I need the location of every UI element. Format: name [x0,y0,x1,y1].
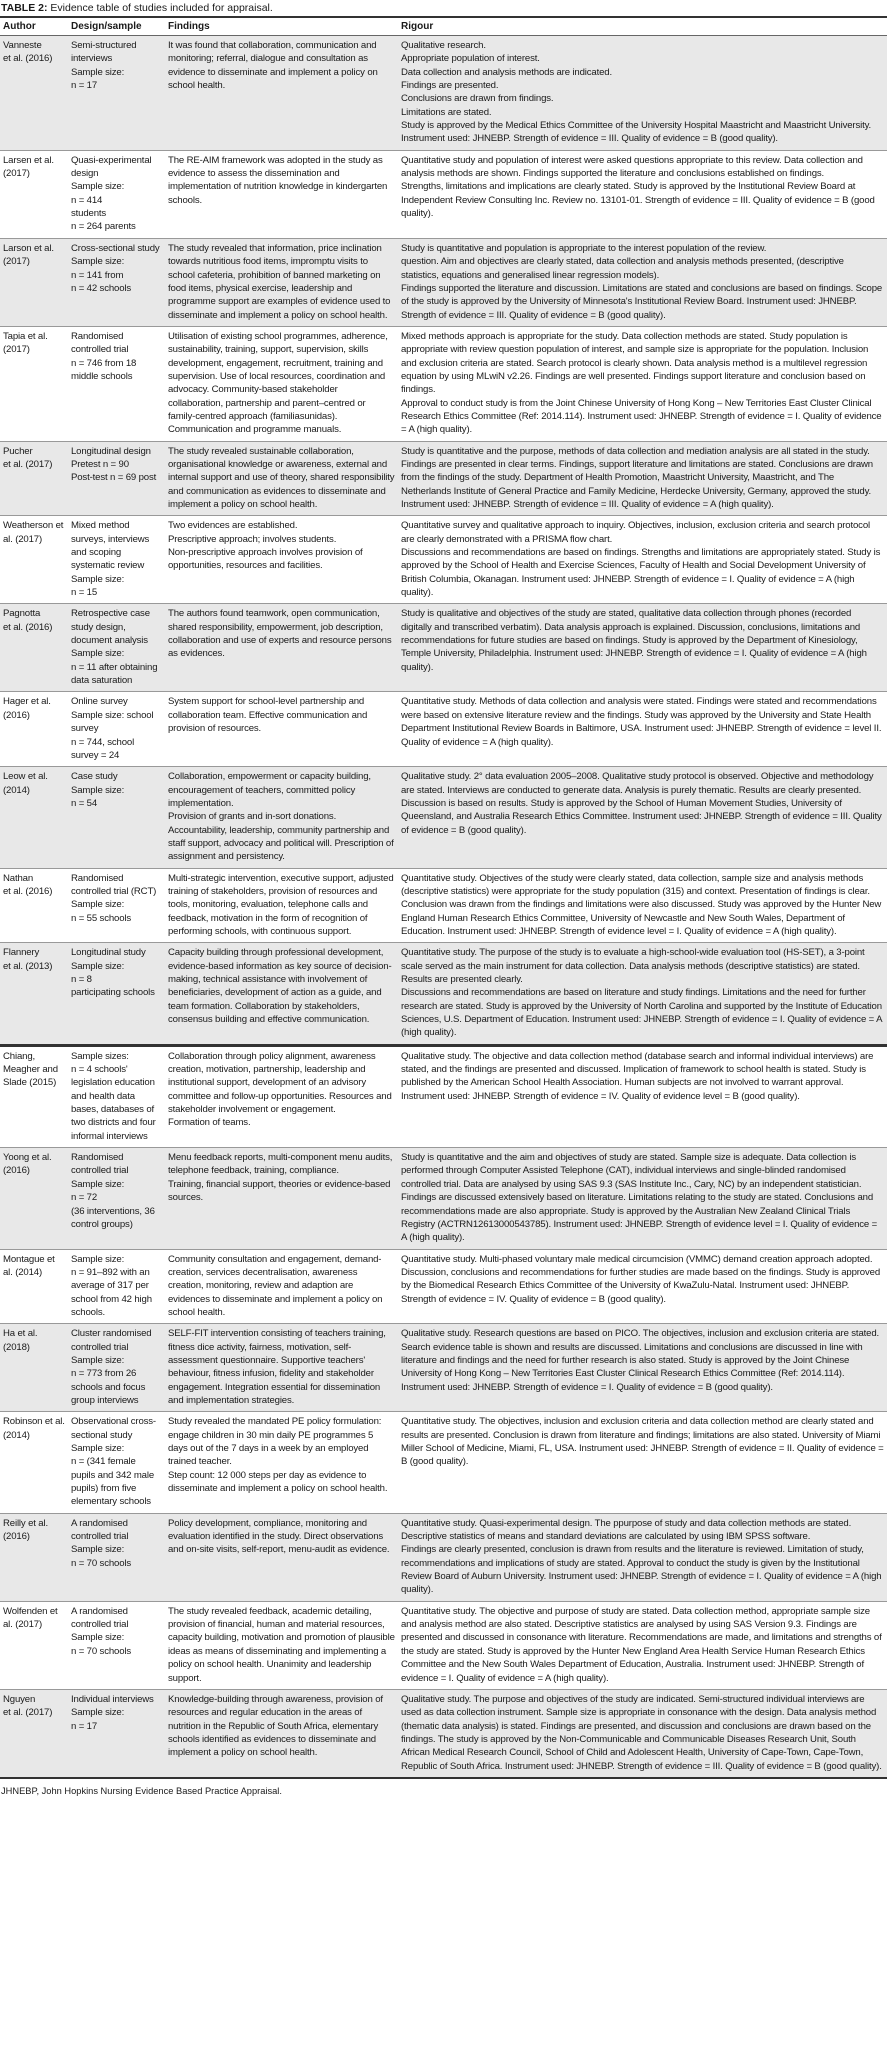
rigour-cell: Study is qualitative and objectives of the study are stated, qualitative data collection through phones (recorded digitally and transcribed verbatim). Data analysis approach is explained. Discussion, conclusions, limitations and recommendations for future studies are based on findings. Study is approved by the Department of Kinesiology, Temple University, Philadelphia. Instrument used: JHNEBP. Strength of evidence = I. Quality of evidence = A (high quality). [398,604,887,692]
findings-cell: System support for school-level partnership and collaboration team. Effective communication and provision of resources. [165,692,398,767]
rigour-cell: Qualitative study. Research questions are based on PICO. The objectives, inclusion and exclusion criteria are stated. Search evidence table is shown and results are discussed. Limitations and conclusions are discussed in line with literature and findings and the need for further research is also stated. Study is approved by the Joint Chinese University of Hong Kong – New Territories East Cluster Clinical Research Ethics Committee (Ref: 2014.114). Instrument used: JHNEBP. Strength of evidence = I. Quality of evidence = B (good quality). [398,1324,887,1412]
author-cell: Tapia et al. (2017) [0,326,68,441]
header-rigour: Rigour [398,17,887,36]
table-row [0,1513,887,1601]
rigour-cell: Mixed methods approach is appropriate for the study. Data collection methods are stated. Study population is appropriate with review question population of interest, and sample size is appropriate for the population. Inclusion and exclusion criteria are stated. Search protocol is clearly shown. Data analysis method is a multilevel regression equation by using MLwiN v2.26. Findings are well presented. Findings support literature and conclusion based on findings. Approval to conduct study is from the Joint Chinese University of Hong Kong – New Territories East Cluster Clinical Research Ethics Committee (Ref: 2014.114). Instrument used: JHNEBP. Strength of evidence = I. Quality of evidence = A (high quality). [398,326,887,441]
findings-cell: The authors found teamwork, open communication, shared responsibility, empowerment, job description, collaboration and use of experts and resource persons as evidences. [165,604,398,692]
table-row [0,1689,887,1778]
design-sample-cell: Cluster randomised controlled trial Sample size: n = 773 from 26 schools and focus group interviews [68,1324,165,1412]
rigour-cell: Quantitative survey and qualitative approach to inquiry. Objectives, inclusion, exclusion criteria and search protocol are clearly demonstrated with a PRISMA flow chart. Discussions and recommendations are based on findings. Strengths and limitations are appropriately stated. Study is approved by the School of Health and Exercise Sciences, Faculty of Health and Social Development University of British Columbia, Okanagan. Instrument used: JHNEBP. Strength of evidence = I. Quality of evidence = A (high quality). [398,516,887,604]
design-sample-cell: Semi-structured interviews Sample size: n = 17 [68,36,165,151]
footnote: JHNEBP, John Hopkins Nursing Evidence Based Practice Appraisal. [1,1785,282,1796]
findings-cell: Community consultation and engagement, demand-creation, services decentralisation, awareness creation, monitoring, review and adaption are evidences to disseminate and implement a policy on school health. [165,1249,398,1324]
design-sample-cell: Randomised controlled trial Sample size: n = 72 (36 interventions, 36 control groups) [68,1148,165,1249]
table-row [0,868,887,943]
design-sample-cell: Case study Sample size: n = 54 [68,767,165,868]
header-author: Author [0,17,68,36]
rigour-cell: Qualitative study. The objective and data collection method (database search and informal individual interviews) are stated, and the findings are presented and discussed. Implication of framework to school health is stated. Study is published by the American School Health Association. Human subjects are not involved to warrant approval. Instrument used: JHNEBP. Strength of evidence = IV. Quality of evidence level = B (good quality). [398,1045,887,1147]
table-row [0,1601,887,1689]
table-row [0,238,887,326]
design-sample-cell: Sample size: n = 91–892 with an average of 317 per school from 42 high schools. [68,1249,165,1324]
table-row [0,943,887,1045]
author-cell: Leow et al. (2014) [0,767,68,868]
findings-cell: The RE-AIM framework was adopted in the study as evidence to assess the dissemination and implementation of nutrition knowledge in kindergarten schools. [165,150,398,238]
table-row [0,516,887,604]
author-cell: Vanneste et al. (2016) [0,36,68,151]
table-body [0,36,887,1778]
table-title: Evidence table of studies included for appraisal. [50,2,273,14]
rigour-cell: Qualitative research. Appropriate population of interest. Data collection and analysis methods are indicated. Findings are presented. Conclusions are drawn from findings. Limitations are stated. Study is approved by the Medical Ethics Committee of the University Hospital Maastricht and Maastricht University. Instrument used: JHNEBP. Strength of evidence = III. Quality of evidence = B (good quality). [398,36,887,151]
table-label: TABLE 2: [1,2,48,14]
author-cell: Weatherson et al. (2017) [0,516,68,604]
design-sample-cell: Quasi-experimental design Sample size: n = 414 students n = 264 parents [68,150,165,238]
findings-cell: Utilisation of existing school programmes, adherence, sustainability, training, support, supervision, skills development, engagement, recruitment, training and supervision. Use of local resources, coordination and advocacy. Community-based stakeholder collaboration, partnership and parent–centred or family-centred approach (familiasunidas). Communication and programme manuals. [165,326,398,441]
design-sample-cell: Retrospective case study design, document analysis Sample size: n = 11 after obtaining data saturation [68,604,165,692]
findings-cell: Collaboration through policy alignment, awareness creation, motivation, partnership, leadership and institutional support, development of an advisory committee and follow-up opportunities. Resources and stakeholder involvement or engagement. Formation of teams. [165,1045,398,1147]
findings-cell: Menu feedback reports, multi-component menu audits, telephone feedback, training, compliance. Training, financial support, theories or evidence-based sources. [165,1148,398,1249]
author-cell: Pagnotta et al. (2016) [0,604,68,692]
findings-cell: Collaboration, empowerment or capacity building, encouragement of teachers, committed policy implementation. Provision of grants and in-sort donations. Accountability, leadership, community partnership and staff support, advocacy and political will. Prescription of assignment and persistency. [165,767,398,868]
author-cell: Nathan et al. (2016) [0,868,68,943]
author-cell: Pucher et al. (2017) [0,441,68,516]
findings-cell: SELF-FIT intervention consisting of teachers training, fitness dice activity, fairness, motivation, self-assessment questionnaire. Supportive teachers' behaviour, fitness infusion, fidelity and stakeholder engagement. Integration essential for dissemination and implementation strategies. [165,1324,398,1412]
table-row [0,604,887,692]
design-sample-cell: Randomised controlled trial (RCT) Sample size: n = 55 schools [68,868,165,943]
findings-cell: Multi-strategic intervention, executive support, adjusted training of stakeholders, provision of resources and tools, monitoring, evaluation, telephone calls and feedback, motivation in the form of recognition of performing schools, with continuous support. [165,868,398,943]
findings-cell: Knowledge-building through awareness, provision of resources and regular education in the areas of nutrition in the Republic of South Africa, elementary schools identified as evidences to disseminate and implement a policy on school health. [165,1689,398,1778]
rigour-cell: Quantitative study. The objectives, inclusion and exclusion criteria and data collection method are clearly stated and results are presented. Conclusion is drawn from literature and findings; limitations are also stated. University of Miami Miller School of Medicine, Miami, FL, USA. Instrument used: JHNEBP. Strength of evidence = II. Quality of evidence = B (good quality). [398,1412,887,1513]
author-cell: Reilly et al. (2016) [0,1513,68,1601]
findings-cell: The study revealed sustainable collaboration, organisational knowledge or awareness, external and internal support and use of theory, shared responsibility and communication as evidences to disseminate and implement a policy on school health. [165,441,398,516]
header-row [0,17,887,36]
design-sample-cell: Randomised controlled trial n = 746 from 18 middle schools [68,326,165,441]
rigour-cell: Study is quantitative and the purpose, methods of data collection and mediation analysis are all stated in the study. Findings are presented in clear terms. Findings, support literature and limitations are stated. Conclusions are drawn from the findings of the study. Department of Health Promotion, Maastricht University, Maastricht, and The Netherlands Institute of General Practice and Family Medicine, Herdecke University, Germany, approved the study. Instrument used: JHNEBP. Strength of evidence = III. Quality of evidence = A (high quality). [398,441,887,516]
design-sample-cell: A randomised controlled trial Sample size: n = 70 schools [68,1601,165,1689]
evidence-table [0,16,887,1779]
rigour-cell: Quantitative study and population of interest were asked questions appropriate to this review. Data collection and analysis methods are shown. Findings supported the literature and conclusions established on findings. Strengths, limitations and implications are clearly stated. Study is approved by the Institutional Review Board at Independent Review Consulting Inc. Review no. 13101-01. Strength of evidence = III. Quality of evidence = B (good quality). [398,150,887,238]
rigour-cell: Study is quantitative and population is appropriate to the interest population of the review. question. Aim and objectives are clearly stated, data collection and analysis methods presented, (descriptive statistics, equations and generalised linear regression models). Findings supported the literature and discussion. Limitations are stated and conclusions are based on findings. Scope of the study is approved by the University of Minnesota's Institutional Review Board. Instrument used: JHNEBP. Strength of evidence = III. Quality of evidence = B (good quality). [398,238,887,326]
design-sample-cell: Longitudinal design Pretest n = 90 Post-test n = 69 post [68,441,165,516]
table-row [0,1412,887,1513]
table-row [0,767,887,868]
author-cell: Flannery et al. (2013) [0,943,68,1045]
rigour-cell: Quantitative study. Quasi-experimental design. The ppurpose of study and data collection methods are stated. Descriptive statistics of means and standard deviations are calculated by using IBM SPSS software. Findings are clearly presented, conclusion is drawn from results and the literature is reviewed. Limitation of study, recommendations and implications of study are stated. Approval to conduct the study is given by the Institutional Review Board of Auburn University. Instrument used: JHNEBP. Strength of evidence = I. Quality of evidence = A (high quality). [398,1513,887,1601]
author-cell: Nguyen et al. (2017) [0,1689,68,1778]
rigour-cell: Qualitative study. The purpose and objectives of the study are indicated. Semi-structured individual interviews are used as data collection instrument. Sample size is appropriate in consonance with the design. Data analysis method (thematic data analysis) is stated. Findings are presented, and discussion and conclusions are drawn based on the findings. The study is approved by the Non-Communicable and Communicable Diseases Research Unit, South African Medical Research Council, School of Child and Adolescent Health, University of Cape-Town, Cape-Town, Republic of South Africa. Instrument used: JHNEBP. Strength of evidence = III. Quality of evidence = B (good quality). [398,1689,887,1778]
author-cell: Wolfenden et al. (2017) [0,1601,68,1689]
design-sample-cell: Mixed method surveys, interviews and scoping systematic review Sample size: n = 15 [68,516,165,604]
design-sample-cell: A randomised controlled trial Sample size: n = 70 schools [68,1513,165,1601]
table-row [0,1148,887,1249]
table-row [0,692,887,767]
header-design: Design/sample [68,17,165,36]
findings-cell: Two evidences are established. Prescriptive approach; involves students. Non-prescriptive approach involves provision of opportunities, resources and facilities. [165,516,398,604]
design-sample-cell: Online survey Sample size: school survey n = 744, school survey = 24 [68,692,165,767]
rigour-cell: Quantitative study. The objective and purpose of study are stated. Data collection method, appropriate sample size and analysis method are also stated. Descriptive statistics are analysed by using SAS Version 9.3. Findings are presented and discussed in consonance with literature. Recommendations are made, and limitations and strengths of the study are stated. Study is approved by the Hunter New England Area Health Service Human Research Ethics Committee and the New South Wales Department of Education, Australia. Instrument used: JHNEBP. Strength of evidence = I. Quality of evidence = A (high quality). [398,1601,887,1689]
design-sample-cell: Sample sizes: n = 4 schools' legislation education and health data bases, databases of two districts and four informal interviews [68,1045,165,1147]
author-cell: Montague et al. (2014) [0,1249,68,1324]
table-row [0,1249,887,1324]
design-sample-cell: Observational cross-sectional study Sample size: n = (341 female pupils and 342 male pupils) from five elementary schools [68,1412,165,1513]
table-row [0,150,887,238]
table-caption [0,0,887,15]
findings-cell: The study revealed that information, price inclination towards nutritious food items, impromptu visits to school cafeteria, prohibition of banned marketing on food items, physical exercise, leadership and programme support are examples of evidence used to disseminate and implement a policy on school health. [165,238,398,326]
rigour-cell: Qualitative study. 2° data evaluation 2005–2008. Qualitative study protocol is observed. Objective and methodology are stated. Interviews are conducted to generate data. Analysis is purely thematic. Results are clearly presented. Discussion is based on results. Study is approved by the School of Human Movement Studies, University of Queensland, and Australia Research Ethics Committee. Instrument used: JHNEBP. Strength of evidence = III. Quality of evidence = B (good quality). [398,767,887,868]
design-sample-cell: Individual interviews Sample size: n = 17 [68,1689,165,1778]
rigour-cell: Quantitative study. Objectives of the study were clearly stated, data collection, sample size and analysis methods (descriptive statistics) were appropriate for the study population (315) and context. Presentation of findings is clear. Conclusion was drawn from the findings and limitations were also discussed. Study was approved by the Hunter New England Human Research Ethics Committee, University of Newcastle and New South Wales, Department of Education. Instrument used: JHNEBP. Strength of evidence level = I. Quality of evidence = A (high quality). [398,868,887,943]
table-row [0,36,887,151]
findings-cell: Policy development, compliance, monitoring and evaluation identified in the study. Direct observations and on-site visits, self-report, menu-audit as evidence. [165,1513,398,1601]
author-cell: Robinson et al. (2014) [0,1412,68,1513]
author-cell: Ha et al. (2018) [0,1324,68,1412]
table-row [0,326,887,441]
findings-cell: It was found that collaboration, communication and monitoring; referral, dialogue and consultation as evidence to disseminate and implement a policy on school health. [165,36,398,151]
table-row [0,1045,887,1147]
header-findings: Findings [165,17,398,36]
author-cell: Larson et al. (2017) [0,238,68,326]
table-row [0,1324,887,1412]
rigour-cell: Study is quantitative and the aim and objectives of study are stated. Sample size is adequate. Data collection is performed through Computer Assisted Telephone (CAT), individual interviews and single-blinded randomised controlled trial. Data are analysed by using SAS 9.3 (SAS Institute Inc., Cary, NC) by an independent statistician. Findings are discussed extensively based on literature. Limitations relating to the study are stated. Conclusions and recommendations made are also appropriate. Study is approved by the Australian New Zealand Clinical Trials Registry (ACTRN12613000543785). Instrument used: JHNEBP. Strength of evidence level = I. Quality of evidence = A (high quality). [398,1148,887,1249]
author-cell: Hager et al. (2016) [0,692,68,767]
table-row [0,441,887,516]
findings-cell: Study revealed the mandated PE policy formulation: engage children in 30 min daily PE programmes 5 days out of the 7 days in a week by an employed trained teacher. Step count: 12 000 steps per day as evidence to disseminate and implement a policy on school health. [165,1412,398,1513]
findings-cell: Capacity building through professional development, evidence-based information as key source of decision-making, technical assistance with involvement of beneficiaries, development of action as a guide, and team formation. Collaboration by stakeholders, consensus building and effective communication. [165,943,398,1045]
design-sample-cell: Longitudinal study Sample size: n = 8 participating schools [68,943,165,1045]
findings-cell: The study revealed feedback, academic detailing, provision of financial, human and material resources, capacity building, motivation and promotion of plausible ideas as means of disseminating and implementing a policy on school health. Unanimity and leadership support. [165,1601,398,1689]
rigour-cell: Quantitative study. The purpose of the study is to evaluate a high-school-wide evaluation tool (HS-SET), a 3-point scale served as the main instrument for data collection. Data analysis methods (descriptive statistics) are stated. Results are presented clearly. Discussions and recommendations are based on literature and study findings. Limitations and the need for further research are stated. Study is approved by the University of North Carolina and supported by the Institute of Education Sciences, U.S. Department of Education. Instrument used: JHNEBP. Strength of evidence = I. Quality of evidence = A (high quality). [398,943,887,1045]
author-cell: Chiang, Meagher and Slade (2015) [0,1045,68,1147]
design-sample-cell: Cross-sectional study Sample size: n = 141 from n = 42 schools [68,238,165,326]
author-cell: Yoong et al. (2016) [0,1148,68,1249]
rigour-cell: Quantitative study. Multi-phased voluntary male medical circumcision (VMMC) demand creation approach adopted. Discussion, conclusions and recommendations for further studies are made based on the findings. Study is approved by the Biomedical Research Ethics Committee of the University of KwaZulu-Natal. Instrument used: JHNEBP. Strength of evidence = IV. Quality of evidence = B (good quality). [398,1249,887,1324]
author-cell: Larsen et al. (2017) [0,150,68,238]
rigour-cell: Quantitative study. Methods of data collection and analysis were stated. Findings were stated and recommendations were based on extensive literature review and the findings. Study was approved by the University and State Health Department Institutional Review Boards in Baltimore, USA. Instrument used: JHNEBP. Strength of evidence = level II. Quality of evidence = A (high quality). [398,692,887,767]
